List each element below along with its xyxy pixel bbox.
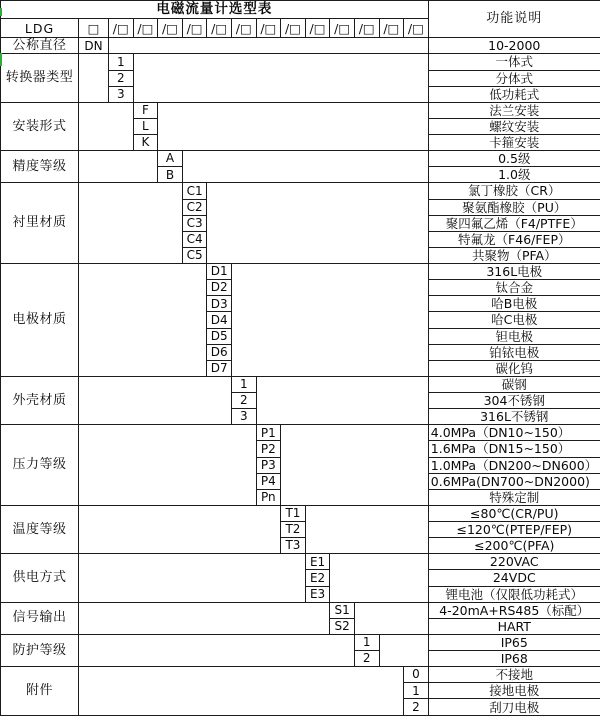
code-cell: K xyxy=(133,135,158,151)
code-cell: D7 xyxy=(207,360,232,376)
code-cell: 1 xyxy=(231,376,256,392)
merge-cell xyxy=(281,425,429,506)
category-label: 转换器类型 xyxy=(1,54,79,102)
code-cell: D5 xyxy=(207,328,232,344)
code-cell: T2 xyxy=(281,522,306,538)
desc-cell: 氯丁橡胶（CR） xyxy=(428,183,600,199)
desc-cell: 低功耗式 xyxy=(428,86,600,102)
desc-cell: ≤200℃(PFA) xyxy=(428,538,600,554)
desc-cell: 316L不锈钢 xyxy=(428,409,600,425)
desc-cell: 10-2000 xyxy=(428,38,600,54)
merge-cell xyxy=(330,554,428,602)
merge-cell xyxy=(79,667,404,716)
desc-cell: 24VDC xyxy=(428,570,600,586)
merge-cell xyxy=(109,38,429,54)
desc-cell: 一体式 xyxy=(428,54,600,70)
code-cell: D2 xyxy=(207,280,232,296)
merge-cell xyxy=(79,102,134,150)
merge-cell xyxy=(305,505,428,553)
desc-cell: 304不锈钢 xyxy=(428,393,600,409)
code-cell: P1 xyxy=(256,425,281,441)
desc-cell: 分体式 xyxy=(428,70,600,86)
merge-cell xyxy=(79,151,158,183)
code-cell: 3 xyxy=(109,86,134,102)
code-cell: E1 xyxy=(305,554,330,570)
desc-cell: 聚四氟乙烯（F4/PTFE） xyxy=(428,215,600,231)
model-segment-box: /□ xyxy=(207,19,232,38)
code-cell: E3 xyxy=(305,586,330,602)
code-cell: S1 xyxy=(330,602,355,618)
code-cell: L xyxy=(133,118,158,134)
code-cell: C2 xyxy=(182,199,207,215)
scan-artifact-icon xyxy=(0,53,2,66)
merge-cell xyxy=(379,634,428,666)
merge-cell xyxy=(79,425,257,506)
model-segment-box: /□ xyxy=(330,19,355,38)
merge-cell xyxy=(79,264,207,377)
code-cell: Pn xyxy=(256,489,281,505)
desc-cell: 铂铱电极 xyxy=(428,344,600,360)
desc-cell: 特氟龙（F46/FEP） xyxy=(428,231,600,247)
category-label: 电极材质 xyxy=(1,264,79,377)
desc-cell: ≤120℃(PTEP/FEP) xyxy=(428,522,600,538)
category-label: 信号输出 xyxy=(1,602,79,634)
code-cell: T3 xyxy=(281,538,306,554)
code-cell: D3 xyxy=(207,296,232,312)
code-cell: S2 xyxy=(330,618,355,634)
category-label: 压力等级 xyxy=(1,425,79,506)
desc-cell: 1.0级 xyxy=(428,167,600,183)
category-label: 防护等级 xyxy=(1,634,79,666)
scan-artifact-icon xyxy=(0,8,2,16)
desc-cell: 卡箍安装 xyxy=(428,135,600,151)
desc-cell: 220VAC xyxy=(428,554,600,570)
code-cell: C4 xyxy=(182,231,207,247)
desc-cell: IP65 xyxy=(428,634,600,650)
code-cell: 1 xyxy=(109,54,134,70)
code-cell: DN xyxy=(79,38,109,54)
merge-cell xyxy=(79,183,183,264)
merge-cell xyxy=(79,54,109,102)
desc-cell: 0.6MPa(DN700~DN2000) xyxy=(428,473,600,489)
desc-cell: IP68 xyxy=(428,651,600,667)
model-segment-box: /□ xyxy=(133,19,158,38)
model-segment-box: /□ xyxy=(379,19,404,38)
merge-cell xyxy=(158,102,429,150)
model-segment-box: /□ xyxy=(354,19,379,38)
code-cell: P3 xyxy=(256,457,281,473)
desc-cell: 哈C电极 xyxy=(428,312,600,328)
model-base-box: □ xyxy=(79,19,109,38)
desc-cell: 共聚物（PFA） xyxy=(428,247,600,263)
desc-cell: 钽电极 xyxy=(428,328,600,344)
desc-cell: 4.0MPa（DN10~150） xyxy=(428,425,600,441)
desc-cell: 碳钢 xyxy=(428,376,600,392)
code-cell: 2 xyxy=(231,393,256,409)
category-label: 公称直径 xyxy=(1,38,79,54)
code-cell: 2 xyxy=(109,70,134,86)
desc-cell: 不接地 xyxy=(428,667,600,683)
desc-cell: 接地电极 xyxy=(428,683,600,699)
desc-cell: 特殊定制 xyxy=(428,489,600,505)
model-segment-box: /□ xyxy=(256,19,281,38)
model-segment-box: /□ xyxy=(158,19,183,38)
code-cell: 2 xyxy=(404,699,429,716)
code-cell: C3 xyxy=(182,215,207,231)
desc-cell: 1.6MPa（DN15~150） xyxy=(428,441,600,457)
model-segment-box: /□ xyxy=(305,19,330,38)
function-column-header: 功能说明 xyxy=(428,1,600,38)
merge-cell xyxy=(133,54,428,102)
desc-cell: 316L电极 xyxy=(428,264,600,280)
code-cell: 1 xyxy=(404,683,429,699)
merge-cell xyxy=(207,183,428,264)
model-segment-box: /□ xyxy=(281,19,306,38)
merge-cell xyxy=(231,264,428,377)
code-cell: E2 xyxy=(305,570,330,586)
code-cell: P4 xyxy=(256,473,281,489)
code-cell: D4 xyxy=(207,312,232,328)
code-cell: F xyxy=(133,102,158,118)
desc-cell: 法兰安装 xyxy=(428,102,600,118)
category-label: 衬里材质 xyxy=(1,183,79,264)
desc-cell: 4-20mA+RS485（标配） xyxy=(428,602,600,618)
desc-cell: 0.5级 xyxy=(428,151,600,167)
code-cell: B xyxy=(158,167,183,183)
code-cell: A xyxy=(158,151,183,167)
code-cell: 3 xyxy=(231,409,256,425)
model-segment-box: /□ xyxy=(231,19,256,38)
code-cell: P2 xyxy=(256,441,281,457)
model-segment-box: /□ xyxy=(182,19,207,38)
category-label: 附件 xyxy=(1,667,79,716)
code-cell: C5 xyxy=(182,247,207,263)
merge-cell xyxy=(256,376,428,424)
desc-cell: 锂电池（仅限低功耗式） xyxy=(428,586,600,602)
desc-cell: HART xyxy=(428,618,600,634)
merge-cell xyxy=(79,634,355,666)
merge-cell xyxy=(79,602,330,634)
code-cell: 0 xyxy=(404,667,429,683)
desc-cell: ≤80℃(CR/PU) xyxy=(428,505,600,521)
table-body xyxy=(1,1,600,716)
desc-cell: 钛合金 xyxy=(428,280,600,296)
category-label: 安装形式 xyxy=(1,102,79,150)
merge-cell xyxy=(182,151,428,183)
desc-cell: 聚氨酯橡胶（PU） xyxy=(428,199,600,215)
category-label: 精度等级 xyxy=(1,151,79,183)
desc-cell: 螺纹安装 xyxy=(428,118,600,134)
merge-cell xyxy=(79,554,306,602)
desc-cell: 刮刀电极 xyxy=(428,699,600,716)
model-prefix: LDG xyxy=(1,19,79,38)
desc-cell: 1.0MPa（DN200~DN600） xyxy=(428,457,600,473)
category-label: 温度等级 xyxy=(1,505,79,553)
code-cell: T1 xyxy=(281,505,306,521)
code-cell: D6 xyxy=(207,344,232,360)
code-cell: C1 xyxy=(182,183,207,199)
desc-cell: 哈B电极 xyxy=(428,296,600,312)
model-segment-box: /□ xyxy=(109,19,134,38)
merge-cell xyxy=(354,602,428,634)
model-segment-box: /□ xyxy=(404,19,429,38)
desc-cell: 碳化钨 xyxy=(428,360,600,376)
category-label: 外壳材质 xyxy=(1,376,79,424)
merge-cell xyxy=(79,505,281,553)
merge-cell xyxy=(79,376,232,424)
category-label: 供电方式 xyxy=(1,554,79,602)
code-cell: 2 xyxy=(354,651,379,667)
code-cell: 1 xyxy=(354,634,379,650)
table-title: 电磁流量计选型表 xyxy=(1,1,429,19)
code-cell: D1 xyxy=(207,264,232,280)
